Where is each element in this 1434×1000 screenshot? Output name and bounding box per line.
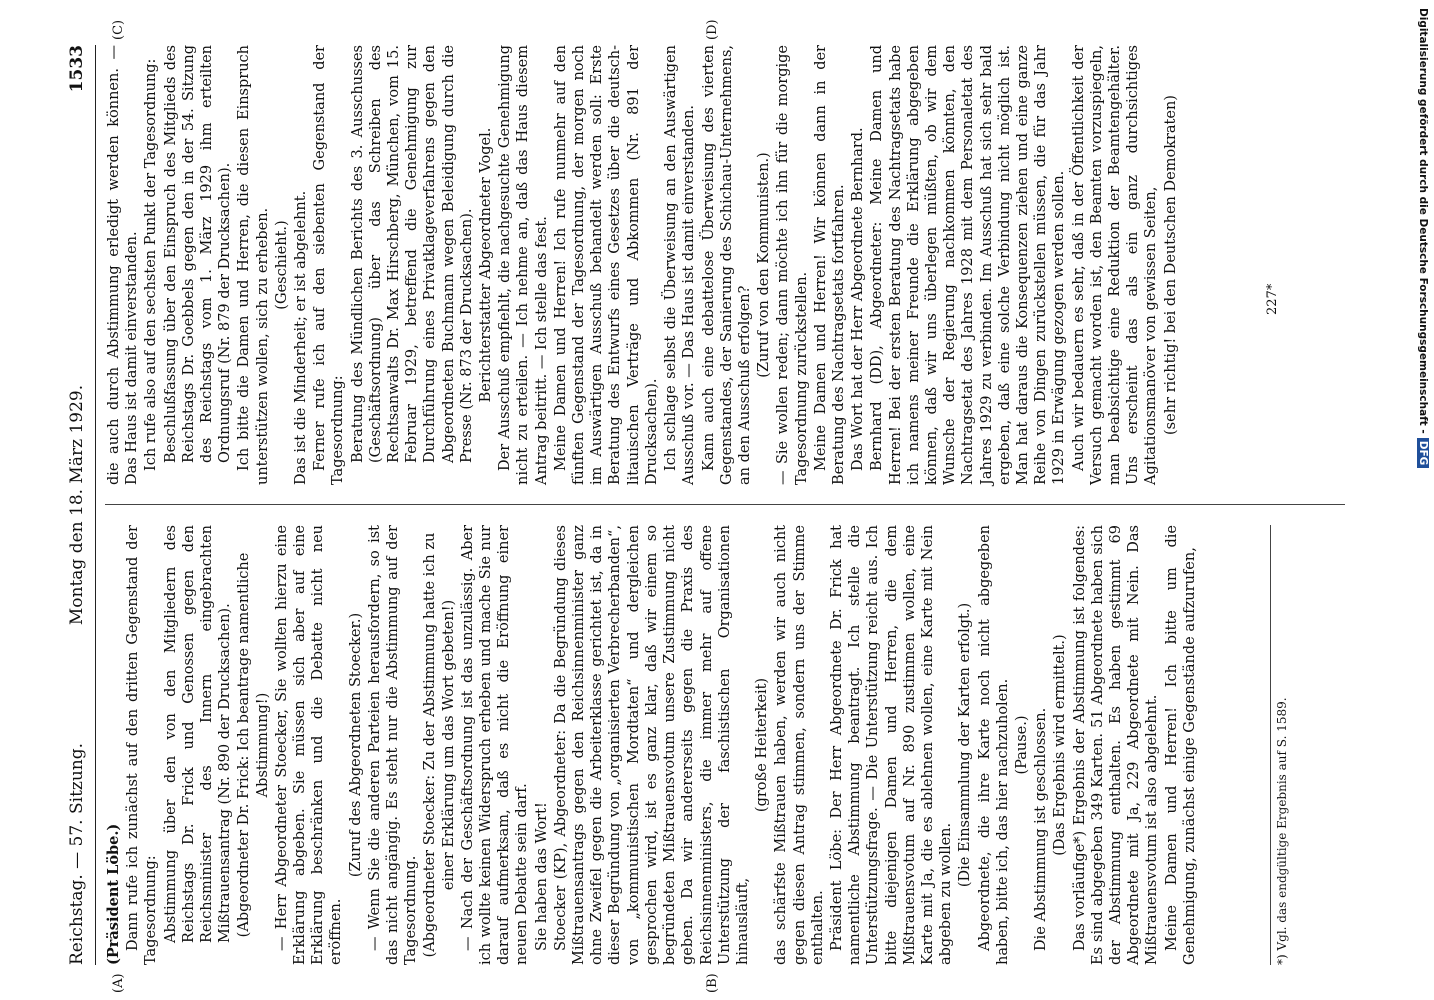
interjection: (sehr richtig! bei den Deutschen Demokraten) [1162, 95, 1179, 435]
sidebar-credit: Digitalisierung gefördert durch die Deutsche Forschungsgemeinschaft - [1417, 8, 1429, 434]
interjection: (Die Einsammlung der Karten erfolgt.) [957, 602, 974, 888]
paragraph: Meine Damen und Herren! Wir können dann in der Beratung des Nachtragsetats fortfahren. [812, 45, 847, 485]
agenda-item: Abstimmung über den von den Mitgliedern des Reichstags Dr. Frick und Genossen gegen den Reichsminister des Innern eingebrachten Mißtrauensantrag (Nr. 890 der Drucksachen). [162, 525, 234, 943]
paragraph: Die Abstimmung ist geschlossen. [1033, 707, 1050, 951]
header-center: Montag den 18. März 1929. [67, 384, 87, 626]
dfg-logo: DFG [1417, 438, 1429, 469]
interjection: (Zuruf des Abgeordneten Stoecker.) [347, 612, 364, 878]
margin-marker-b: (B) [705, 973, 720, 993]
sidebar-text [1413, 8, 1429, 998]
paragraph: Stoecker (KP), Abgeordneter: Da die Begründung dieses Mißtrauensantrags gegen den Reichsinnenminister ganz ohne Zweifel gegen die Arbeiterklasse gerichtet ist, da in dieser Begründung von „organisierten Verbrecherbanden“, von „kommunistischen Mordtaten“ und dergleichen gesprochen wird, ist es ganz klar, daß wir einem so begründeten Mißtrauensvotum unsere Zustimmung nicht geben. Da wir andererseits gegen die Praxis des Reichsinnenministers, die immer mehr auf offene Unterstützung der faschistischen Organisationen hinausläuft, [552, 525, 751, 965]
paragraph: Meine Damen und Herren! Ich bitte um die Genehmigung, zunächst einige Gegenstände aufzurufen, [1163, 525, 1198, 965]
paragraph: Meine Damen und Herren! Ich rufe nunmehr auf den fünften Gegenstand der Tagesordnung, der morgen noch im Auswärtigen Ausschuß behandelt werden soll: Erste Beratung des Entwurfs eines Gesetzes über die deutsch-litauischen Verträge und Abkommen (Nr. 891 der Drucksachen). [552, 45, 660, 485]
interjection: (Geschieht.) [273, 220, 290, 310]
left-column [105, 525, 1200, 965]
paragraph: (Präsident Löbe.) [105, 823, 122, 965]
paragraph: Kann auch eine debattelose Überweisung des vierten Gegenstandes, der Sanierung des Schichau-Unternehmens, an den Ausschuß erfolgen? [700, 45, 753, 485]
paragraph: Ich schlage selbst die Überweisung an den Auswärtigen Ausschuß vor. — Das Haus ist damit einverstanden. [663, 45, 698, 485]
header-left: Reichstag. — 57. Sitzung. [67, 742, 87, 965]
column-divider [105, 504, 1345, 505]
margin-marker-a: (A) [111, 973, 126, 993]
paragraph: Das vorläufige*) Ergebnis der Abstimmung ist folgendes: Es sind abgegeben 349 Karten. 51 Abgeordnete haben sich der Abstimmung enthalten. Es haben gestimmt 69 Abgeordnete mit Ja, 229 Abgeordnete mit Nein. Das Mißtrauensvotum ist also abgelehnt. [1071, 525, 1161, 965]
interjection: (Abgeordneter Dr. Frick: Ich beantrage namentliche Abstimmung!) [236, 552, 271, 938]
paragraph: Ich bitte die Damen und Herren, die diesen Einspruch unterstützen wollen, sich zu erheben. [236, 45, 271, 485]
rapporteur: Berichterstatter Abgeordneter Vogel. [478, 127, 495, 403]
interjection: (große Heiterkeit) [754, 677, 771, 813]
digitization-sidebar [1413, 8, 1429, 998]
margin-marker-d: (D) [705, 19, 720, 40]
paragraph: Ich rufe also auf den sechsten Punkt der Tagesordnung: [143, 58, 160, 471]
paragraph: — Nach der Geschäftsordnung ist das unzulässig. Aber ich wollte keinen Widerspruch erheben und mache Sie nur darauf aufmerksam, daß es nicht die Eröffnung einer neuen Debatte sein darf. [459, 525, 531, 965]
paragraph: Präsident Löbe: Der Herr Abgeordnete Dr. Frick hat namentliche Abstimmung beantragt. Ich stelle die Unterstützungsfrage. — Die Unterstützung reicht aus. Ich bitte diejenigen Damen und Herren, die dem Mißtrauensvotum auf Nr. 890 zustimmen wollen, eine Karte mit Ja, die es ablehnen wollen, eine Karte mit Nein abgeben zu wollen. [828, 525, 955, 965]
paragraph: Abgeordnete, die ihre Karte noch nicht abgegeben haben, bitte ich, das hier nachzuholen. [976, 525, 1011, 965]
paragraph: Das ist die Minderheit; er ist abgelehnt. [293, 190, 310, 485]
agenda-item: Beratung des Mündlichen Berichts des 3. Ausschusses (Geschäftsordnung) über das Schreiben des Rechtsanwalts Dr. Max Hirschberg, München, vom 15. Februar 1929, betreffend die Genehmigung zur Durchführung eines Privatklageverfahrens gegen den Abgeordneten Buchmann wegen Beleidigung durch die Presse (Nr. 873 der Drucksachen). [349, 45, 475, 463]
margin-marker-c: (C) [111, 19, 126, 40]
page-number: 1533 [67, 45, 87, 93]
signature-mark: 227* [1265, 283, 1280, 315]
interjection: (Zuruf von den Kommunisten.) [756, 152, 773, 378]
paragraph: — Herr Abgeordneter Stoecker, Sie wollten hierzu eine Erklärung abgeben. Sie müssen sich aber auf eine Erklärung beschränken und die Debatte nicht neu eröffnen. [273, 525, 345, 965]
rotated-page-content [65, 19, 1395, 993]
paragraph: Sie haben das Wort! [533, 802, 550, 951]
interjection: (Das Ergebnis wird ermittelt.) [1052, 634, 1069, 856]
paragraph: Auch wir bedauern es sehr, daß in der Öffentlichkeit der Versuch gemacht worden ist, den Beamten vorzuspiegeln, man beabsichtige eine Reduktion der Beamtengehälter. Uns erscheint das als ein ganz durchsichtiges Agitationsmanöver von gewissen Seiten, [1070, 45, 1160, 485]
paragraph: Das Wort hat der Herr Abgeordnete Bernhard. [850, 127, 867, 471]
paragraph: — Sie wollen reden; dann möchte ich ihn für die morgige Tagesordnung zurückstellen. [775, 45, 810, 485]
agenda-item: Beschlußfassung über den Einspruch des Mitglieds des Reichstags Dr. Goebbels gegen den in der 54. Sitzung des Reichstags vom 1. März 1929 ihm erteilten Ordnungsruf (Nr. 879 der Drucksachen). [162, 45, 234, 463]
paragraph: die auch durch Abstimmung erledigt werden können. — Das Haus ist damit einverstanden. [106, 45, 141, 485]
paragraph: Bernhard (DD), Abgeordneter: Meine Damen und Herren! Bei der ersten Beratung des Nachtragsetats habe ich namens meiner Freunde die Erklärung abgegeben können, daß wir uns überlegen müßten, ob wir dem Wunsche der Regierung nachkommen könnten, den Nachtragsetat des Jahres 1928 mit dem Personaletat des Jahres 1929 zu verbinden. Im Ausschuß hat sich sehr bald ergeben, daß eine solche Verbindung nicht möglich ist. Man hat daraus die Konsequenzen ziehen und eine ganze Reihe von Dingen zurückstellen müssen, die für das Jahr 1929 in Erwägung gezogen werden sollen. [869, 45, 1068, 485]
paragraph: das schärfste Mißtrauen haben, werden wir auch nicht gegen diesen Antrag stimmen, sondern uns der Stimme enthalten. [773, 525, 826, 965]
page-header [65, 45, 96, 965]
right-column [105, 45, 1181, 485]
paragraph: Dann rufe ich zunächst auf den dritten Gegenstand der Tagesordnung: [125, 525, 160, 965]
interjection: (Pause.) [1013, 715, 1030, 775]
paragraph: — Wenn Sie die anderen Parteien herausfordern, so ist das nicht angängig. Es steht nur die Abstimmung auf der Tagesordnung. [366, 525, 420, 965]
paragraph: Ferner rufe ich auf den siebenten Gegenstand der Tagesordnung: [312, 45, 347, 485]
paragraph: Der Ausschuß empfiehlt, die nachgesuchte Genehmigung nicht zu erteilen. — Ich nehme an, daß das Haus diesem Antrag beitritt. — Ich stelle das fest. [497, 45, 550, 485]
footnote: *) Vgl. das endgültige Ergebnis auf S. 1589. [1270, 525, 1289, 965]
interjection: (Abgeordneter Stoecker: Zu der Abstimmung hatte ich zu einer Erklärung um das Wort gebeten!) [422, 532, 457, 958]
